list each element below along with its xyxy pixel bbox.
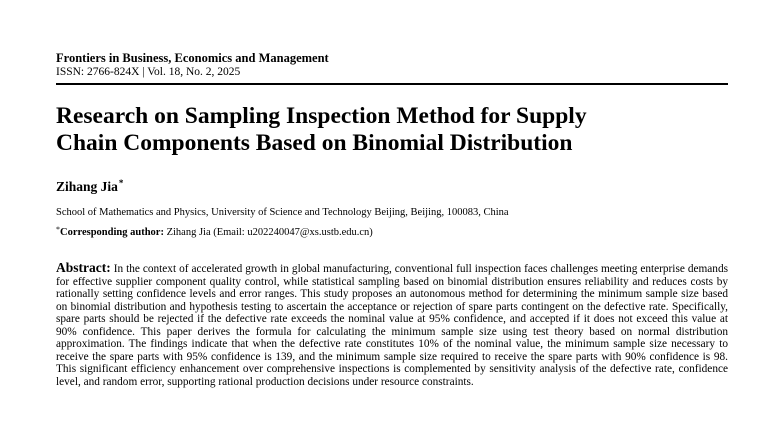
author-corresponding-mark: *	[118, 178, 124, 188]
author-affiliation: School of Mathematics and Physics, University of Science and Technology Beijing, Beijing, 100083, China	[56, 207, 509, 218]
paper-title-line-2: Chain Components Based on Binomial Distribution	[56, 130, 573, 156]
author-line	[56, 178, 123, 195]
journal-name: Frontiers in Business, Economics and Management	[56, 51, 329, 65]
header-rule	[56, 83, 728, 85]
corresponding-author-line	[56, 225, 373, 238]
paper-first-page	[56, 0, 728, 441]
abstract-label: Abstract:	[56, 262, 111, 275]
journal-issn-volume: ISSN: 2766-824X | Vol. 18, No. 2, 2025	[56, 66, 241, 78]
paper-title	[56, 103, 728, 157]
corresponding-author-label: Corresponding author:	[60, 227, 164, 238]
corresponding-mark: *	[56, 225, 60, 234]
corresponding-author-details: Zihang Jia (Email: u202240047@xs.ustb.edu.cn)	[163, 227, 373, 238]
abstract	[56, 262, 728, 441]
author-name: Zihang Jia	[56, 179, 118, 194]
abstract-text: In the context of accelerated growth in global manufacturing, conventional full inspection faces challenges meeting enterprise demands for effective supplier component quality control, while statistical sampling based on binomial distribution ensures reliability and reduces costs by rationally setting confidence levels and error ranges. This study proposes an autonomous method for determining the minimum sample size based on binomial distribution and hypothesis testing to ascertain the acceptance or rejection of spare parts contingent on the defective rate. Specifically, spare parts should be rejected if the defective rate exceeds the nominal value at 95% confidence, and accepted if it does not exceed this value at 90% confidence. This paper derives the formula for calculating the minimum sample size using test theory based on normal distribution approximation. The findings indicate that when the defective rate constitutes 10% of the nominal value, the minimum sample size necessary to receive the spare parts with 95% confidence is 139, and the minimum sample size required to receive the spare parts with 90% confidence is 98. This significant efficiency enhancement over comprehensive inspections is complemented by sensitivity analysis of the defective rate, confidence level, and random error, supporting rational production decisions under resource constraints.	[56, 263, 728, 388]
paper-title-line-1: Research on Sampling Inspection Method for Supply	[56, 103, 587, 129]
